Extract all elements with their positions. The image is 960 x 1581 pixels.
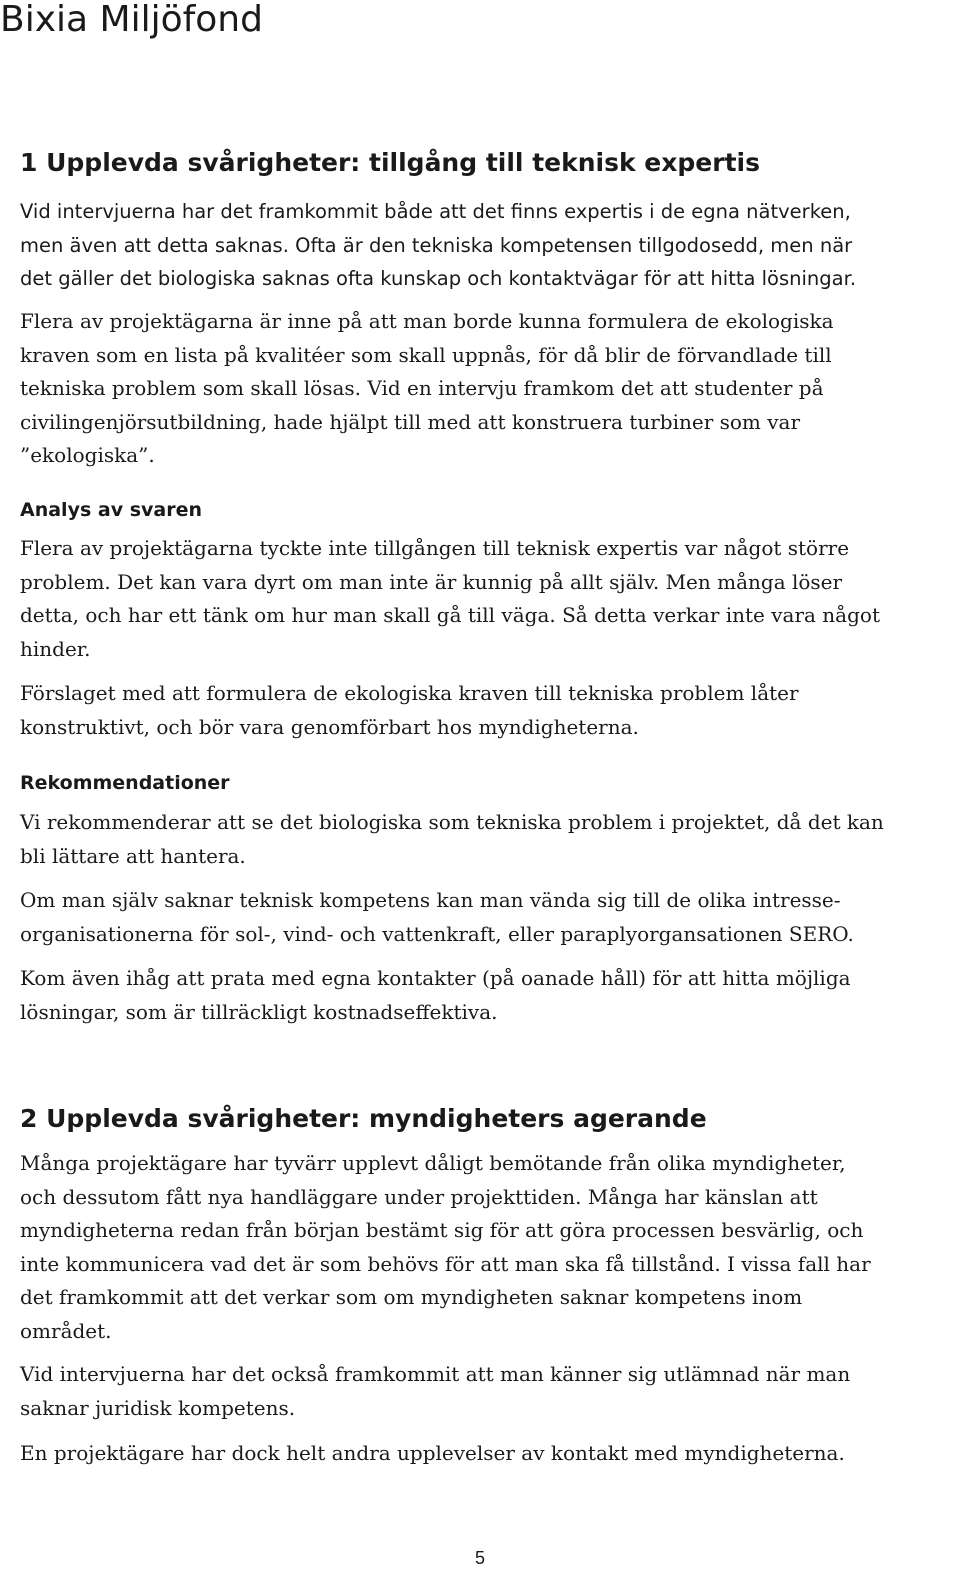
- text-line: Flera av projektägarna är inne på att man borde kunna formulera de ekologiska: [20, 309, 834, 333]
- text-line: det framkommit att det verkar som om myndigheten saknar kompetens inom: [20, 1285, 803, 1309]
- recommendations-heading: Rekommendationer: [20, 772, 230, 794]
- text-line: saknar juridisk kompetens.: [20, 1395, 296, 1420]
- text-line: Om man själv saknar teknisk kompetens kan man vända sig till de olika intresse-: [20, 888, 841, 912]
- text-line: Vid intervjuerna har det framkommit både att det finns expertis i de egna nätverken,: [20, 200, 851, 223]
- text-line: Kom även ihåg att prata med egna kontakter (på oanade håll) för att hitta möjliga: [20, 966, 851, 990]
- text-line: det gäller det biologiska saknas ofta kunskap och kontaktvägar för att hitta lösningar.: [20, 267, 857, 290]
- section-2-paragraph-2: [20, 1358, 950, 1425]
- text-line: men även att detta saknas. Ofta är den tekniska kompetensen tillgodosedd, men när: [20, 233, 853, 257]
- section-1-paragraph-2: [20, 305, 950, 473]
- recommendations-paragraph-3: [20, 962, 950, 1029]
- section-2-paragraph-1: [20, 1147, 950, 1348]
- section-1-paragraph-1: [20, 195, 950, 296]
- text-line: organisationerna för sol-, vind- och vattenkraft, eller paraplyorgansationen SERO.: [20, 921, 854, 946]
- text-line: ”ekologiska”.: [20, 443, 155, 467]
- text-line: Vi rekommenderar att se det biologiska som tekniska problem i projektet, då det kan: [20, 810, 884, 834]
- text-line: bli lättare att hantera.: [20, 843, 246, 868]
- text-line: området.: [20, 1318, 112, 1343]
- text-line: En projektägare har dock helt andra upplevelser av kontakt med myndigheterna.: [20, 1441, 845, 1465]
- section-2-heading: 2 Upplevda svårigheter: myndigheters agerande: [20, 1104, 707, 1133]
- text-line: civilingenjörsutbildning, hade hjälpt till med att konstruera turbiner som var: [20, 409, 801, 434]
- text-line: inte kommunicera vad det är som behövs för att man ska få tillstånd. I vissa fall har: [20, 1251, 871, 1276]
- text-line: Många projektägare har tyvärr upplevt dåligt bemötande från olika myndigheter,: [20, 1151, 846, 1175]
- text-line: konstruktivt, och bör vara genomförbart hos myndigheterna.: [20, 714, 639, 739]
- text-line: hinder.: [20, 636, 91, 661]
- analysis-paragraph-2: [20, 677, 950, 744]
- text-line: Förslaget med att formulera de ekologiska kraven till tekniska problem låter: [20, 681, 799, 705]
- text-line: tekniska problem som skall lösas. Vid en intervju framkom det att studenter på: [20, 376, 824, 400]
- text-line: Flera av projektägarna tyckte inte tillgången till teknisk expertis var något större: [20, 536, 850, 560]
- analysis-heading: Analys av svaren: [20, 499, 202, 521]
- analysis-paragraph-1: [20, 532, 950, 666]
- document-title: Bixia Miljöfond: [0, 0, 263, 40]
- text-line: Vid intervjuerna har det också framkommit att man känner sig utlämnad när man: [20, 1362, 851, 1386]
- recommendations-paragraph-1: [20, 806, 950, 873]
- text-line: problem. Det kan vara dyrt om man inte är kunnig på allt själv. Men många löser: [20, 569, 843, 594]
- text-line: och dessutom fått nya handläggare under projekttiden. Många har känslan att: [20, 1184, 818, 1209]
- text-line: kraven som en lista på kvalitéer som skall uppnås, för då blir de förvandlade till: [20, 342, 832, 367]
- text-line: lösningar, som är tillräckligt kostnadseffektiva.: [20, 999, 498, 1024]
- section-2-paragraph-3: [20, 1437, 950, 1471]
- recommendations-paragraph-2: [20, 884, 950, 951]
- page-number: 5: [475, 1548, 486, 1568]
- text-line: detta, och har ett tänk om hur man skall gå till väga. Så detta verkar inte vara något: [20, 603, 880, 627]
- text-line: myndigheterna redan från början bestämt sig för att göra processen besvärlig, och: [20, 1218, 864, 1242]
- section-1-heading: 1 Upplevda svårigheter: tillgång till teknisk expertis: [20, 148, 760, 177]
